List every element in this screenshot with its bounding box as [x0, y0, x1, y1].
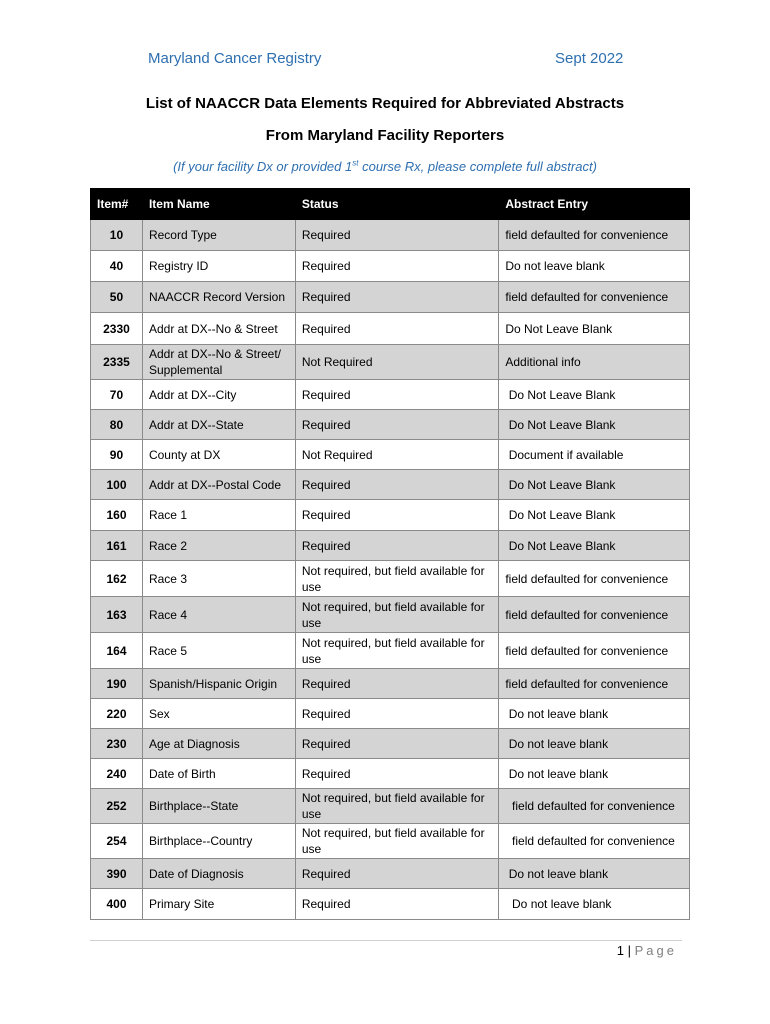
abstract-entry-cell: Do not leave blank [499, 859, 690, 889]
column-header-status: Status [295, 189, 499, 220]
abstract-entry-cell: Do not leave blank [499, 699, 690, 729]
abstract-entry-cell: Do Not Leave Blank [499, 500, 690, 531]
table-row [91, 759, 690, 789]
item-number-cell: 40 [91, 251, 143, 282]
registry-name: Maryland Cancer Registry [148, 50, 322, 67]
abstract-entry-cell: field defaulted for convenience [499, 561, 690, 597]
item-name-cell: Date of Diagnosis [142, 859, 295, 889]
table-row [91, 729, 690, 759]
abstract-entry-cell: Do Not Leave Blank [499, 410, 690, 440]
status-cell: Required [295, 470, 499, 500]
column-header-item-name: Item Name [142, 189, 295, 220]
abstract-entry-cell: Document if available [499, 440, 690, 470]
item-name-cell: Birthplace--Country [142, 824, 295, 859]
note-superscript: st [352, 158, 359, 168]
abstract-entry-cell: field defaulted for convenience [499, 282, 690, 313]
status-cell: Not Required [295, 440, 499, 470]
abstract-entry-cell: Do not leave blank [499, 889, 690, 920]
abstract-entry-cell: Do Not Leave Blank [499, 380, 690, 410]
item-name-cell: Addr at DX--Postal Code [142, 470, 295, 500]
table-row [91, 633, 690, 669]
abstract-entry-cell: field defaulted for convenience [499, 220, 690, 251]
status-cell: Required [295, 729, 499, 759]
item-number-cell: 254 [91, 824, 143, 859]
status-cell: Not required, but field available for use [295, 789, 499, 824]
abstract-entry-cell: field defaulted for convenience [499, 633, 690, 669]
status-cell: Required [295, 313, 499, 345]
table-row [91, 313, 690, 345]
item-number-cell: 70 [91, 380, 143, 410]
table-row [91, 380, 690, 410]
item-number-cell: 100 [91, 470, 143, 500]
abstract-entry-cell: Do Not Leave Blank [499, 531, 690, 561]
status-cell: Required [295, 220, 499, 251]
status-cell: Required [295, 759, 499, 789]
data-elements-table [90, 188, 690, 920]
item-number-cell: 163 [91, 597, 143, 633]
abstract-entry-cell: field defaulted for convenience [499, 789, 690, 824]
note-text-after: course Rx, please complete full abstract) [358, 159, 597, 174]
instruction-note [0, 159, 770, 174]
item-name-cell: Addr at DX--State [142, 410, 295, 440]
document-title: List of NAACCR Data Elements Required for Abbreviated Abstracts [145, 95, 625, 112]
item-number-cell: 190 [91, 669, 143, 699]
item-number-cell: 2335 [91, 345, 143, 380]
page-number: 1 [616, 943, 625, 958]
page-footer [617, 943, 677, 958]
item-name-cell: Spanish/Hispanic Origin [142, 669, 295, 699]
table-row [91, 531, 690, 561]
status-cell: Not required, but field available for use [295, 824, 499, 859]
status-cell: Required [295, 380, 499, 410]
status-cell: Not required, but field available for use [295, 597, 499, 633]
table-row [91, 500, 690, 531]
status-cell: Not required, but field available for use [295, 633, 499, 669]
table-row [91, 789, 690, 824]
item-number-cell: 2330 [91, 313, 143, 345]
table-row [91, 410, 690, 440]
item-number-cell: 50 [91, 282, 143, 313]
status-cell: Not required, but field available for use [295, 561, 499, 597]
item-name-cell: Birthplace--State [142, 789, 295, 824]
status-cell: Required [295, 699, 499, 729]
item-name-cell: Race 1 [142, 500, 295, 531]
abstract-entry-cell: field defaulted for convenience [499, 597, 690, 633]
item-number-cell: 164 [91, 633, 143, 669]
item-name-cell: NAACCR Record Version [142, 282, 295, 313]
item-name-cell: Addr at DX--No & Street [142, 313, 295, 345]
status-cell: Required [295, 410, 499, 440]
item-number-cell: 161 [91, 531, 143, 561]
item-name-cell: Race 4 [142, 597, 295, 633]
item-name-cell: County at DX [142, 440, 295, 470]
abstract-entry-cell: Additional info [499, 345, 690, 380]
column-header-abstract-entry: Abstract Entry [499, 189, 690, 220]
status-cell: Required [295, 500, 499, 531]
table-row [91, 345, 690, 380]
table-row [91, 561, 690, 597]
item-name-cell: Primary Site [142, 889, 295, 920]
status-cell: Required [295, 669, 499, 699]
item-name-cell: Date of Birth [142, 759, 295, 789]
abstract-entry-cell: field defaulted for convenience [499, 669, 690, 699]
table-row [91, 889, 690, 920]
item-number-cell: 252 [91, 789, 143, 824]
item-name-cell: Race 5 [142, 633, 295, 669]
status-cell: Required [295, 251, 499, 282]
abstract-entry-cell: field defaulted for convenience [499, 824, 690, 859]
status-cell: Required [295, 889, 499, 920]
document-subtitle: From Maryland Facility Reporters [265, 127, 505, 144]
status-cell: Not Required [295, 345, 499, 380]
abstract-entry-cell: Do not leave blank [499, 759, 690, 789]
item-name-cell: Addr at DX--No & Street/ Supplemental [142, 345, 295, 380]
item-name-cell: Addr at DX--City [142, 380, 295, 410]
item-number-cell: 160 [91, 500, 143, 531]
table-row [91, 824, 690, 859]
item-name-cell: Race 3 [142, 561, 295, 597]
abstract-entry-cell: Do Not Leave Blank [499, 313, 690, 345]
table-row [91, 440, 690, 470]
note-text-before: (If your facility Dx or provided 1 [173, 159, 353, 174]
item-number-cell: 162 [91, 561, 143, 597]
item-number-cell: 400 [91, 889, 143, 920]
status-cell: Required [295, 282, 499, 313]
abstract-entry-cell: Do not leave blank [499, 251, 690, 282]
status-cell: Required [295, 531, 499, 561]
table-row [91, 859, 690, 889]
item-number-cell: 90 [91, 440, 143, 470]
item-name-cell: Sex [142, 699, 295, 729]
item-number-cell: 230 [91, 729, 143, 759]
item-number-cell: 390 [91, 859, 143, 889]
table-row [91, 699, 690, 729]
table-row [91, 282, 690, 313]
item-name-cell: Age at Diagnosis [142, 729, 295, 759]
table-header-row [91, 189, 690, 220]
column-header-item-number: Item# [91, 189, 143, 220]
table-row [91, 669, 690, 699]
table-row [91, 220, 690, 251]
page-separator: | [624, 943, 635, 958]
status-cell: Required [295, 859, 499, 889]
item-number-cell: 10 [91, 220, 143, 251]
item-name-cell: Registry ID [142, 251, 295, 282]
item-number-cell: 240 [91, 759, 143, 789]
item-name-cell: Race 2 [142, 531, 295, 561]
footer-divider [90, 940, 682, 941]
document-date: Sept 2022 [555, 50, 624, 67]
abstract-entry-cell: Do Not Leave Blank [499, 470, 690, 500]
abstract-entry-cell: Do not leave blank [499, 729, 690, 759]
item-number-cell: 220 [91, 699, 143, 729]
table-row [91, 597, 690, 633]
table-row [91, 470, 690, 500]
page-label: Page [634, 943, 677, 958]
item-number-cell: 80 [91, 410, 143, 440]
item-name-cell: Record Type [142, 220, 295, 251]
table-row [91, 251, 690, 282]
